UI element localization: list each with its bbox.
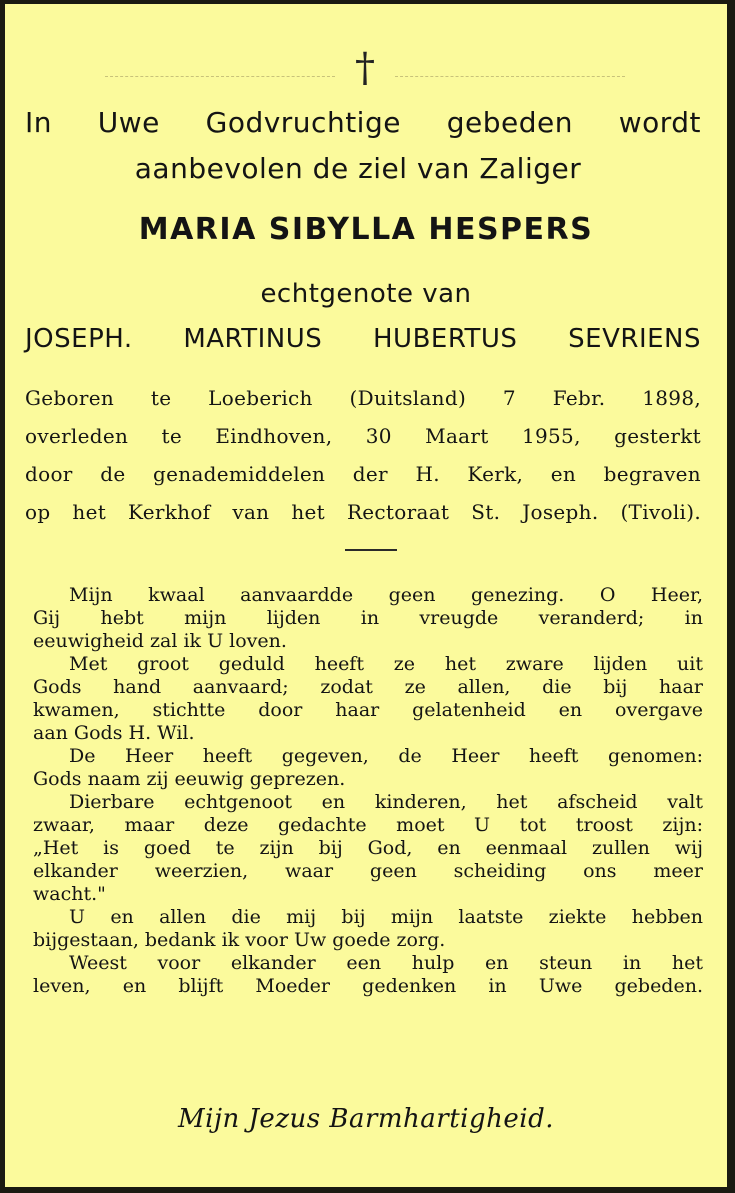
text-line: De Heer heeft gegeven, de Heer heeft genomen:: [69, 745, 703, 767]
text-line: Gods naam zij eeuwig geprezen.: [33, 768, 346, 790]
text-line: zwaar, maar deze gedachte moet U tot troost zijn:: [33, 814, 703, 836]
relation-text: echtgenote van: [260, 279, 472, 309]
text-line: Weest voor elkander een hulp en steun in het: [69, 952, 703, 974]
intro-line-2: aanbevolen de ziel van Zaliger: [134, 152, 582, 185]
text-line: elkander weerzien, waar geen scheiding ons meer: [33, 860, 703, 882]
bio-line-1: Geboren te Loeberich (Duitsland) 7 Febr. 1898,: [25, 386, 701, 410]
text-line: U en allen die mij bij mijn laatste ziekte hebben: [69, 906, 703, 928]
deceased-name: MARIA SIBYLLA HESPERS: [138, 212, 594, 247]
text-line: Gij hebt mijn lijden in vreugde veranderd; in: [33, 607, 703, 629]
bio-line-2: overleden te Eindhoven, 30 Maart 1955, gesterkt: [25, 424, 701, 448]
text-line: bijgestaan, bedank ik voor Uw goede zorg.: [33, 929, 446, 951]
prayer-text: [33, 584, 703, 998]
text-line: kwamen, stichtte door haar gelatenheid en overgave: [33, 699, 703, 721]
memorial-card: [5, 4, 727, 1187]
text-line: Dierbare echtgenoot en kinderen, het afscheid valt: [69, 791, 703, 813]
spouse-name: JOSEPH. MARTINUS HUBERTUS SEVRIENS: [25, 324, 701, 354]
text-line: Met groot geduld heeft ze het zware lijden uit: [69, 653, 703, 675]
text-line: „Het is goed te zijn bij God, en eenmaal zullen wij: [33, 837, 703, 859]
text-line: wacht.": [33, 883, 106, 905]
text-line: Mijn kwaal aanvaardde geen genezing. O Heer,: [69, 584, 703, 606]
closing-invocation: Mijn Jezus Barmhartigheid.: [178, 1104, 554, 1134]
bio-line-4: op het Kerkhof van het Rectoraat St. Joseph. (Tivoli).: [25, 500, 701, 524]
text-line: Gods hand aanvaard; zodat ze allen, die bij haar: [33, 676, 703, 698]
dotted-rule-left: [105, 76, 335, 77]
bio-line-3: door de genademiddelen der H. Kerk, en begraven: [25, 462, 701, 486]
separator-rule: [345, 549, 397, 551]
intro-line-1: In Uwe Godvruchtige gebeden wordt: [25, 106, 701, 139]
dotted-rule-right: [395, 76, 625, 77]
cross-icon: †: [355, 45, 375, 91]
text-line: aan Gods H. Wil.: [33, 722, 195, 744]
text-line: leven, en blijft Moeder gedenken in Uwe gebeden.: [33, 975, 703, 997]
text-line: eeuwigheid zal ik U loven.: [33, 630, 287, 652]
